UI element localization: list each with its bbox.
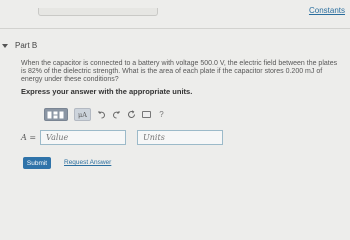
- units-input[interactable]: [137, 130, 223, 145]
- answer-toolbar: [44, 108, 166, 121]
- undo-icon: [97, 110, 106, 119]
- reset-button[interactable]: [127, 110, 136, 119]
- units-mu-icon: μA: [78, 110, 87, 119]
- instruction-text: Express your answer with the appropriate units.: [21, 87, 193, 96]
- part-title: Part B: [15, 41, 38, 50]
- submit-button[interactable]: Submit: [23, 157, 51, 169]
- keyboard-icon: [142, 111, 151, 118]
- previous-part-collapse: [38, 8, 158, 16]
- help-button[interactable]: [157, 110, 166, 119]
- answer-variable-label: A =: [21, 133, 37, 142]
- keyboard-button[interactable]: [142, 110, 151, 119]
- reset-icon: [127, 110, 136, 119]
- request-answer-link[interactable]: Request Answer: [64, 159, 112, 166]
- caret-down-icon: [2, 44, 8, 48]
- divider: [0, 28, 350, 29]
- templates-icon: [47, 111, 65, 119]
- redo-icon: [112, 110, 121, 119]
- undo-button[interactable]: [97, 110, 106, 119]
- templates-button[interactable]: [44, 108, 68, 121]
- value-input[interactable]: [40, 130, 126, 145]
- answer-row: [21, 130, 223, 145]
- units-button[interactable]: [74, 108, 91, 121]
- help-icon: ?: [159, 110, 164, 119]
- part-b-toggle[interactable]: [2, 41, 37, 50]
- question-text: When the capacitor is connected to a battery with voltage 500.0 V, the electric field between the plates is 82% of the dielectric strength. What is the area of each plate if the capacitor stores 0.200 mJ of energy under these conditions?: [21, 60, 338, 83]
- constants-link[interactable]: Constants: [308, 6, 345, 15]
- redo-button[interactable]: [112, 110, 121, 119]
